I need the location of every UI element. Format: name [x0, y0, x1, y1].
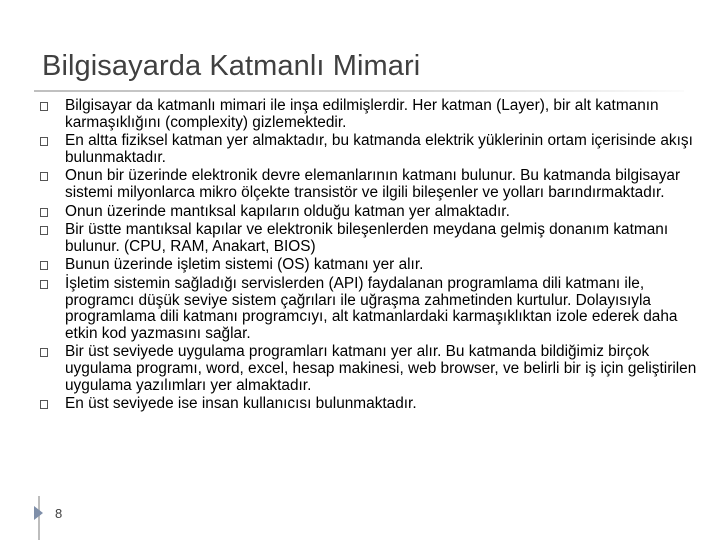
slide-title: Bilgisayarda Katmanlı Mimari: [42, 50, 421, 82]
bullet-item: [40, 257, 700, 274]
title-underline: [34, 90, 684, 92]
page-number: 8: [55, 506, 63, 521]
square-bullet-icon: [40, 400, 48, 409]
square-bullet-icon: [40, 172, 48, 181]
bullet-text: Bunun üzerinde işletim sistemi (OS) katmanı yer alır.: [65, 256, 424, 274]
square-bullet-icon: [40, 208, 48, 217]
bullet-text: En üst seviyede ise insan kullanıcısı bulunmaktadır.: [65, 395, 417, 413]
square-bullet-icon: [40, 102, 48, 111]
bullet-item: [40, 98, 700, 131]
bullet-text: En altta fiziksel katman yer almaktadır, bu katmanda elektrik yüklerinin ortam içerisinde akışı bulunmaktadır.: [65, 132, 693, 166]
square-bullet-icon: [40, 226, 48, 235]
bullet-item: [40, 133, 700, 166]
square-bullet-icon: [40, 261, 48, 270]
bullet-text: Bir üstte mantıksal kapılar ve elektronik bileşenlerden meydana gelmiş donanım katmanı bulunur. (CPU, RAM, Anakart, BIOS): [65, 221, 669, 255]
triangle-marker-icon: [34, 506, 43, 520]
square-bullet-icon: [40, 137, 48, 146]
bullet-text: Bilgisayar da katmanlı mimari ile inşa edilmişlerdir. Her katman (Layer), bir alt katmanın karmaşıklığını (complexity) gizlemektedir.: [65, 97, 659, 131]
bullet-text: İşletim sistemin sağladığı servislerden (API) faydalanan programlama dili katmanı ile, programcı düşük seviye sistem çağrıları ile uğraşma zahmetinden kurtulur. Dolayısıyla programlama dili katmanı programcıyı, alt katmanlardaki karmaşıklıktan izole ederek daha etkin kod yazmasını sağlar.: [65, 274, 678, 342]
bullet-text: Onun bir üzerinde elektronik devre elemanlarının katmanı bulunur. Bu katmanda bilgisayar sistemi milyonlarca mikro ölçekte transistör ve ilgili bileşenler ve yolları barındırmaktadır.: [65, 167, 681, 201]
bullet-item: [40, 396, 700, 413]
bullet-list: [40, 98, 700, 415]
bullet-item: [40, 344, 700, 394]
bullet-text: Onun üzerinde mantıksal kapıların olduğu katman yer almaktadır.: [65, 202, 510, 220]
square-bullet-icon: [40, 280, 48, 289]
bullet-item: [40, 222, 700, 255]
bullet-item: [40, 276, 700, 342]
bullet-item: [40, 204, 700, 221]
bullet-item: [40, 168, 700, 201]
square-bullet-icon: [40, 348, 48, 357]
bullet-text: Bir üst seviyede uygulama programları katmanı yer alır. Bu katmanda bildiğimiz birçok uygulama programı, word, excel, hesap makinesi, web browser, ve belirli bir iş için geliştirilen uygulama yazılımları yer almaktadır.: [65, 343, 697, 394]
